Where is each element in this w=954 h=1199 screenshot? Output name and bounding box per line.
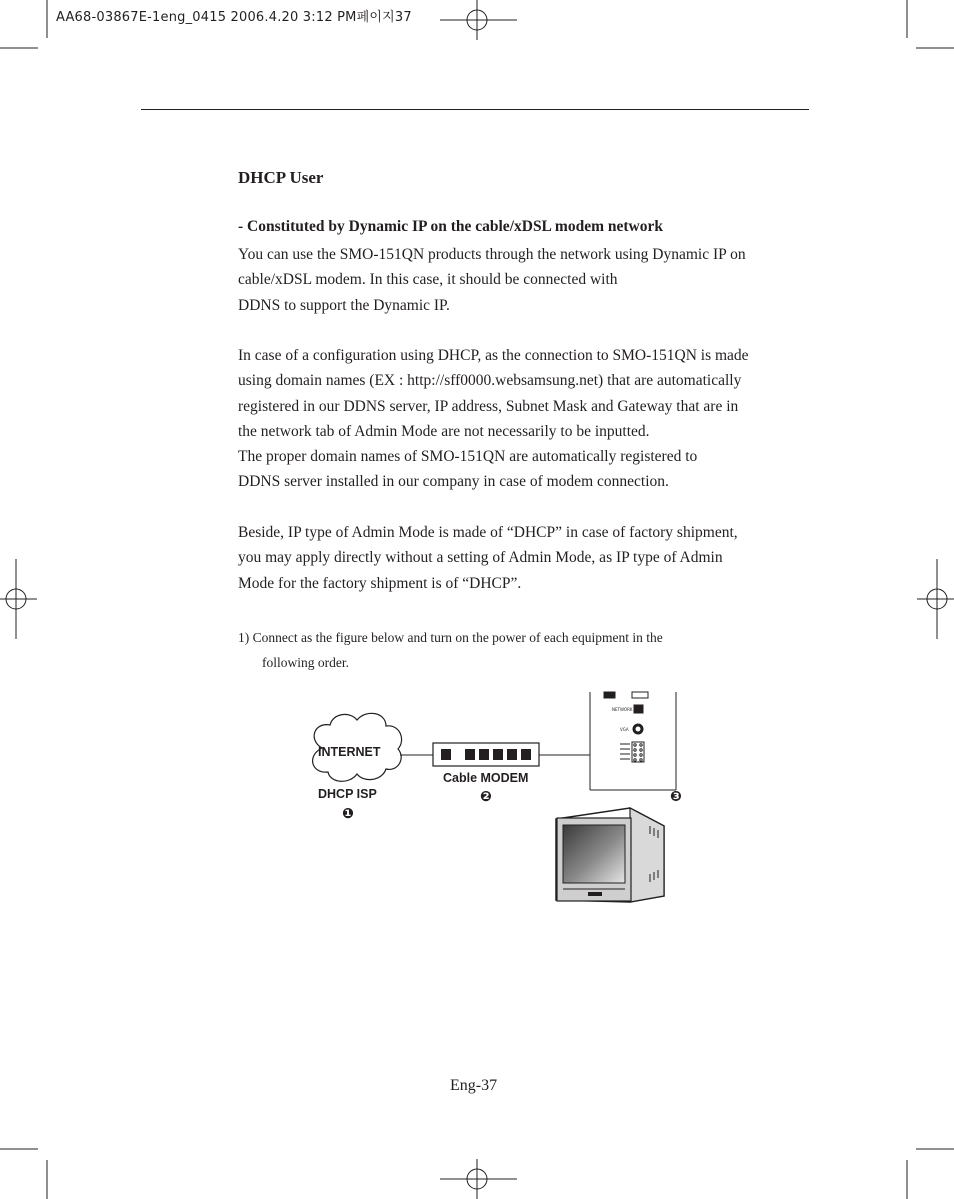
text-line: using domain names (EX : http://sff0000.websamsung.net) that are automatically [238, 372, 742, 390]
svg-text:NETWORK: NETWORK [612, 707, 633, 712]
step-number-2: ❷ [480, 788, 492, 804]
page-number: Eng-37 [450, 1077, 498, 1094]
text-line: DDNS server installed in our company in case of modem connection. [238, 473, 669, 491]
text-line: cable/xDSL modem. In this case, it should be connected with [238, 271, 618, 289]
text-line: In case of a configuration using DHCP, as the connection to SMO-151QN is made [238, 347, 749, 364]
monitor-icon [556, 808, 664, 902]
cable-modem-label: Cable MODEM [443, 771, 529, 785]
text-line: The proper domain names of SMO-151QN are automatically registered to [238, 448, 698, 466]
section-title: DHCP User [238, 168, 324, 187]
print-header-code: AA68-03867E-1eng_0415 2006.4.20 3:12 PM페이지37 [56, 10, 412, 25]
dhcp-isp-label: DHCP ISP [318, 787, 377, 801]
svg-text:VGA: VGA [620, 727, 629, 732]
step-number-1: ❶ [342, 805, 354, 821]
text-line: registered in our DDNS server, IP address, Subnet Mask and Gateway that are in [238, 397, 739, 415]
step-number-3: ❸ [670, 788, 682, 804]
text-line: DDNS to support the Dynamic IP. [238, 296, 450, 314]
text-line: 1) Connect as the figure below and turn on the power of each equipment in the [238, 630, 663, 645]
text-line: You can use the SMO-151QN products through the network using Dynamic IP on [238, 246, 746, 263]
text-line: the network tab of Admin Mode are not necessarily to be inputted. [238, 422, 650, 440]
rear-panel-icon [590, 692, 676, 790]
text-line: following order. [262, 655, 349, 670]
text-line: Mode for the factory shipment is of “DHCP”. [238, 574, 522, 592]
cable-modem-icon [433, 743, 539, 766]
text-line: you may apply directly without a setting of Admin Mode, as IP type of Admin [238, 549, 723, 567]
section-subheading: - Constituted by Dynamic IP on the cable/xDSL modem network [238, 218, 663, 235]
text-line: Beside, IP type of Admin Mode is made of “DHCP” in case of factory shipment, [238, 524, 738, 541]
internet-label: INTERNET [318, 745, 381, 759]
